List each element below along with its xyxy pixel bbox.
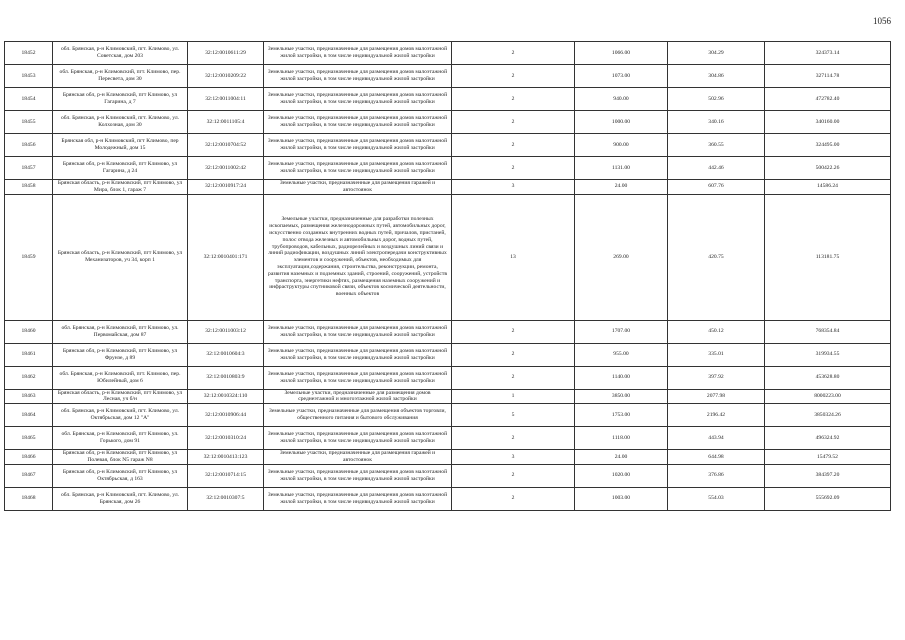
- specific-value-cell: 304.86: [668, 65, 765, 88]
- area-cell: 1753.00: [575, 404, 668, 427]
- cadastral-value-cell: 324495.00: [765, 134, 891, 157]
- specific-value-cell: 340.16: [668, 111, 765, 134]
- area-cell: 1003.00: [575, 487, 668, 510]
- row-number-cell: 18453: [5, 65, 53, 88]
- specific-value-cell: 360.55: [668, 134, 765, 157]
- table-row: [5, 404, 891, 427]
- row-number-cell: 18466: [5, 450, 53, 465]
- page-number: 1056: [873, 16, 891, 26]
- cadastral-value-cell: 327114.78: [765, 65, 891, 88]
- row-number-cell: 18458: [5, 180, 53, 195]
- land-use-cell: Земельные участки, предназначенные для размещения домов малоэтажной жилой застройки, в том числе индивидуальной жилой застройки: [264, 65, 452, 88]
- group-code-cell: 3: [452, 450, 575, 465]
- row-number-cell: 18454: [5, 88, 53, 111]
- cadastral-value-cell: 472782.40: [765, 88, 891, 111]
- area-cell: 24.00: [575, 450, 668, 465]
- land-use-cell: Земельные участки, предназначенные для размещения домов малоэтажной жилой застройки, в том числе индивидуальной жилой застройки: [264, 42, 452, 65]
- row-number-cell: 18460: [5, 320, 53, 343]
- area-cell: 955.00: [575, 343, 668, 366]
- cadastral-value-cell: 8000223.00: [765, 389, 891, 404]
- table-row: [5, 366, 891, 389]
- table-row: [5, 464, 891, 487]
- specific-value-cell: 607.76: [668, 180, 765, 195]
- land-use-cell: Земельные участки, предназначенные для размещения домов малоэтажной жилой застройки, в том числе индивидуальной жилой застройки: [264, 487, 452, 510]
- group-code-cell: 2: [452, 134, 575, 157]
- land-use-cell: Земельные участки, предназначенные для размещения домов малоэтажной жилой застройки, в том числе индивидуальной жилой застройки: [264, 157, 452, 180]
- table-body: [5, 42, 891, 511]
- specific-value-cell: 502.96: [668, 88, 765, 111]
- specific-value-cell: 644.98: [668, 450, 765, 465]
- table-row: [5, 42, 891, 65]
- area-cell: 269.00: [575, 194, 668, 320]
- address-cell: обл. Брянская, р-н Климовский, пгт. Климово, ул. Брянская, дом 26: [53, 487, 188, 510]
- row-number-cell: 18455: [5, 111, 53, 134]
- cadastral-number-cell: 32:12:0010604:3: [188, 343, 264, 366]
- cadastral-value-cell: 340160.00: [765, 111, 891, 134]
- group-code-cell: 2: [452, 65, 575, 88]
- cadastral-value-cell: 384397.20: [765, 464, 891, 487]
- specific-value-cell: 554.03: [668, 487, 765, 510]
- cadastral-value-cell: 113181.75: [765, 194, 891, 320]
- table-row: [5, 320, 891, 343]
- group-code-cell: 2: [452, 343, 575, 366]
- specific-value-cell: 335.01: [668, 343, 765, 366]
- group-code-cell: 5: [452, 404, 575, 427]
- row-number-cell: 18456: [5, 134, 53, 157]
- specific-value-cell: 420.75: [668, 194, 765, 320]
- address-cell: Брянская область, р-н Климовский, пгт Климово, ул Мира, блок 1, гараж 7: [53, 180, 188, 195]
- land-use-cell: Земельные участки, предназначенные для разработки полезных ископаемых, размещения железнодорожных путей, автомобильных дорог, искусственно созданных внутренних водных путей, причалов, пристаней, полос отвода железных и автомобильных дорог, водных путей, трубопроводов, кабельных, радиорелейных и воздушных линий связи и линий радиофикации, воздушных линий электропередачи конструктивных элементов и сооружений, объектов, необходимых для эксплуатации,содержания, строительства, реконструкции, ремонта, развития наземных и подземных зданий, строений, сооружений, устройств транспорта, энергетики нефтях, размещения наземных сооружений и инфраструктуры спутниковой связи, объектов космической деятельности, военных объектов: [264, 194, 452, 320]
- group-code-cell: 2: [452, 111, 575, 134]
- address-cell: обл. Брянская, р-н Климовский, пгт. Климово, пер. Юбилейный, дом 6: [53, 366, 188, 389]
- land-use-cell: Земельные участки, предназначенные для размещения домов малоэтажной жилой застройки, в том числе индивидуальной жилой застройки: [264, 111, 452, 134]
- group-code-cell: 2: [452, 487, 575, 510]
- area-cell: 900.00: [575, 134, 668, 157]
- cadastral-number-cell: 32:12:0011105:4: [188, 111, 264, 134]
- address-cell: Брянская область, р-н Климовский, пгт Климово, ул Механизаторов, уч 34, корп 1: [53, 194, 188, 320]
- cadastral-value-cell: 768354.84: [765, 320, 891, 343]
- row-number-cell: 18465: [5, 427, 53, 450]
- land-use-cell: Земельные участки, предназначенные для размещения объектов торговли, общественного питания и бытового обслуживания: [264, 404, 452, 427]
- row-number-cell: 18457: [5, 157, 53, 180]
- cadastral-value-cell: 3850324.26: [765, 404, 891, 427]
- row-number-cell: 18464: [5, 404, 53, 427]
- row-number-cell: 18467: [5, 464, 53, 487]
- table-row: [5, 134, 891, 157]
- table-row: [5, 389, 891, 404]
- group-code-cell: 2: [452, 157, 575, 180]
- row-number-cell: 18461: [5, 343, 53, 366]
- cadastral-value-cell: 496324.92: [765, 427, 891, 450]
- table-row: [5, 427, 891, 450]
- address-cell: Брянская обл, р-н Климовский, пгт Климово, ул Гагарина, д 7: [53, 88, 188, 111]
- cadastral-number-cell: 32:12:0010401:171: [188, 194, 264, 320]
- row-number-cell: 18452: [5, 42, 53, 65]
- specific-value-cell: 397.92: [668, 366, 765, 389]
- area-cell: 1000.00: [575, 111, 668, 134]
- address-cell: Брянская обл, р-н Климовский, пгт Климово, ул Полевая, блок N5 гараж N8: [53, 450, 188, 465]
- cadastral-value-cell: 15479.52: [765, 450, 891, 465]
- land-use-cell: Земельные участки, предназначенные для размещения домов малоэтажной жилой застройки, в том числе индивидуальной жилой застройки: [264, 343, 452, 366]
- area-cell: 3850.00: [575, 389, 668, 404]
- table-row: [5, 194, 891, 320]
- specific-value-cell: 2077.98: [668, 389, 765, 404]
- area-cell: 1118.00: [575, 427, 668, 450]
- specific-value-cell: 443.94: [668, 427, 765, 450]
- cadastral-number-cell: 32:12:0010209:22: [188, 65, 264, 88]
- specific-value-cell: 376.86: [668, 464, 765, 487]
- address-cell: обл. Брянская, р-н Климовский, пгт. Климово, ул. Октябрьская, дом 12 "А": [53, 404, 188, 427]
- land-use-cell: Земельные участки, предназначенные для размещения домов малоэтажной жилой застройки, в том числе индивидуальной жилой застройки: [264, 88, 452, 111]
- cadastral-value-cell: 453628.80: [765, 366, 891, 389]
- cadastral-value-cell: 324373.14: [765, 42, 891, 65]
- table-row: [5, 487, 891, 510]
- specific-value-cell: 442.46: [668, 157, 765, 180]
- cadastral-number-cell: 32:12:0010917:24: [188, 180, 264, 195]
- group-code-cell: 1: [452, 389, 575, 404]
- land-use-cell: Земельные участки, предназначенные для размещения гаражей и автостоянок: [264, 450, 452, 465]
- table-row: [5, 450, 891, 465]
- row-number-cell: 18459: [5, 194, 53, 320]
- address-cell: обл. Брянская, р-н Климовский, пгт. Климово, ул. Советская, дом 203: [53, 42, 188, 65]
- cadastral-value-cell: 555692.09: [765, 487, 891, 510]
- cadastral-value-cell: 500422.26: [765, 157, 891, 180]
- area-cell: 24.00: [575, 180, 668, 195]
- land-use-cell: Земельные участки, предназначенные для размещения домов малоэтажной жилой застройки, в том числе индивидуальной жилой застройки: [264, 366, 452, 389]
- land-use-cell: Земельные участки, предназначенные для размещения домов среднеэтажной и многоэтажной жилой застройки: [264, 389, 452, 404]
- table-row: [5, 157, 891, 180]
- address-cell: обл. Брянская, р-н Климовский, пгт. Климово, ул. Колхозная, дом 30: [53, 111, 188, 134]
- group-code-cell: 2: [452, 464, 575, 487]
- cadastral-number-cell: 32:12:0010906:44: [188, 404, 264, 427]
- land-use-cell: Земельные участки, предназначенные для размещения гаражей и автостоянок: [264, 180, 452, 195]
- address-cell: обл. Брянская, р-н Климовский, пгт. Климово, пер. Пересвета, дом 30: [53, 65, 188, 88]
- table-row: [5, 65, 891, 88]
- land-use-cell: Земельные участки, предназначенные для размещения домов малоэтажной жилой застройки, в том числе индивидуальной жилой застройки: [264, 134, 452, 157]
- area-cell: 940.00: [575, 88, 668, 111]
- cadastral-number-cell: 32:12:0010611:29: [188, 42, 264, 65]
- specific-value-cell: 304.29: [668, 42, 765, 65]
- specific-value-cell: 2196.42: [668, 404, 765, 427]
- group-code-cell: 2: [452, 427, 575, 450]
- cadastral-number-cell: 32:12:0010714:15: [188, 464, 264, 487]
- table-row: [5, 88, 891, 111]
- area-cell: 1073.00: [575, 65, 668, 88]
- area-cell: 1707.00: [575, 320, 668, 343]
- specific-value-cell: 450.12: [668, 320, 765, 343]
- cadastral-value-cell: 14586.24: [765, 180, 891, 195]
- address-cell: обл. Брянская, р-н Климовский, пгт Климово, ул. Первомайская, дом 87: [53, 320, 188, 343]
- group-code-cell: 13: [452, 194, 575, 320]
- table-row: [5, 343, 891, 366]
- cadastral-number-cell: 32:12:0010803:9: [188, 366, 264, 389]
- cadastral-number-cell: 32:12:0010704:52: [188, 134, 264, 157]
- group-code-cell: 3: [452, 180, 575, 195]
- cadastral-number-cell: 32:12:0011002:42: [188, 157, 264, 180]
- cadastral-value-cell: 319934.55: [765, 343, 891, 366]
- land-use-cell: Земельные участки, предназначенные для размещения домов малоэтажной жилой застройки, в том числе индивидуальной жилой застройки: [264, 320, 452, 343]
- table-row: [5, 180, 891, 195]
- address-cell: Брянская обл, р-н Климовский, пгт Климово, ул Фрунзе, д 89: [53, 343, 188, 366]
- area-cell: 1140.00: [575, 366, 668, 389]
- area-cell: 1131.00: [575, 157, 668, 180]
- group-code-cell: 2: [452, 88, 575, 111]
- cadastral-number-cell: 32:12:0010310:24: [188, 427, 264, 450]
- address-cell: Брянская обл, р-н Климовский, пгт Климово, ул Гагарина, д 24: [53, 157, 188, 180]
- cadastral-number-cell: 32:12:0010324:110: [188, 389, 264, 404]
- land-use-cell: Земельные участки, предназначенные для размещения домов малоэтажной жилой застройки, в том числе индивидуальной жилой застройки: [264, 427, 452, 450]
- address-cell: обл. Брянская, р-н Климовский, пгт Климово, ул. Горького, дом 91: [53, 427, 188, 450]
- address-cell: Брянская область, р-н Климовский, пгт Климово, ул Лесная, уч б/н: [53, 389, 188, 404]
- group-code-cell: 2: [452, 366, 575, 389]
- cadastral-number-cell: 32:12:0011004:11: [188, 88, 264, 111]
- cadastral-number-cell: 32:12:0010307:5: [188, 487, 264, 510]
- group-code-cell: 2: [452, 42, 575, 65]
- row-number-cell: 18468: [5, 487, 53, 510]
- land-use-cell: Земельные участки, предназначенные для размещения домов малоэтажной жилой застройки, в том числе индивидуальной жилой застройки: [264, 464, 452, 487]
- cadastral-number-cell: 32:12:0011003:12: [188, 320, 264, 343]
- cadastral-value-table: [4, 41, 891, 511]
- cadastral-number-cell: 32:12:0010413:123: [188, 450, 264, 465]
- address-cell: Брянская обл, р-н Климовский, пгт Климово, ул Октябрьская, д 163: [53, 464, 188, 487]
- row-number-cell: 18462: [5, 366, 53, 389]
- row-number-cell: 18463: [5, 389, 53, 404]
- area-cell: 1066.00: [575, 42, 668, 65]
- area-cell: 1020.00: [575, 464, 668, 487]
- address-cell: Брянская обл, р-н Климовский, пгт Климово, пер Молодежный, дом 15: [53, 134, 188, 157]
- table-row: [5, 111, 891, 134]
- group-code-cell: 2: [452, 320, 575, 343]
